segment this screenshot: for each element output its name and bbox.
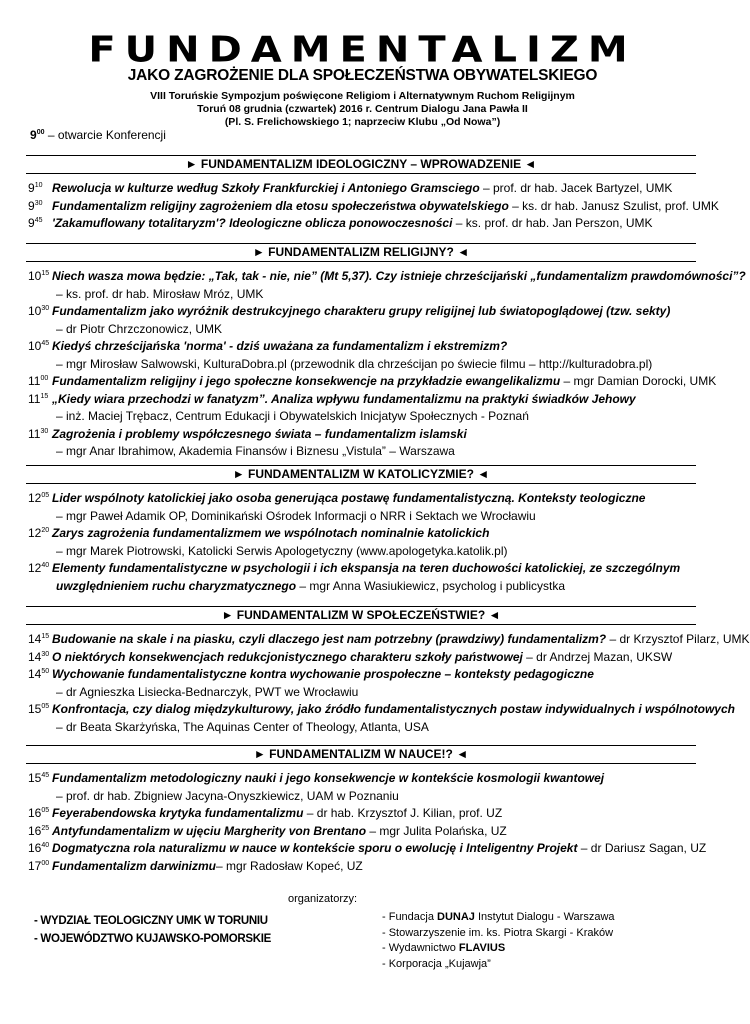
item-title: Fundamentalizm metodologiczny nauki i jego konsekwencje w kontekście kosmologii kwantowej: [52, 771, 605, 785]
item-title: Fundamentalizm religijny zagrożeniem dla etosu społeczeństwa obywatelskiego: [52, 198, 509, 213]
item-hour: 11: [28, 391, 41, 406]
event-info-line: Toruń 08 grudnia (czwartek) 2016 r. Centrum Dialogu Jana Pawła II: [197, 103, 528, 115]
program-section: [26, 745, 707, 875]
program-item: [28, 770, 696, 788]
item-minute: 40: [41, 842, 50, 849]
item-title: Konfrontacja, czy dialog międzykulturowy, jako źródło fundamentalistycznych postaw indywidualnych i wspólnotowych: [52, 702, 735, 716]
program-item: [28, 858, 696, 876]
item-time: [28, 303, 52, 321]
item-speaker: – dr Andrzej Mazan, UKSW: [522, 649, 673, 664]
program-item: [28, 426, 696, 444]
program-item: [28, 303, 696, 321]
item-speaker: – ks. prof. dr hab. Mirosław Mróz, UMK: [56, 286, 264, 301]
item-speaker: – mgr Paweł Adamik OP, Dominikański Ośrodek Informacji o NRR i Sektach we Wrocławiu: [56, 508, 536, 523]
item-hour: 14: [28, 667, 42, 681]
program-item: [28, 805, 696, 823]
program-item: [28, 215, 696, 233]
program-item-continuation: [28, 286, 696, 304]
section-header: ► FUNDAMENTALIZM W SPOŁECZEŃSTWIE? ◄: [26, 606, 696, 625]
item-hour: 12: [28, 526, 42, 540]
program-item-continuation: [28, 684, 696, 702]
section-header: ► FUNDAMENTALIZM IDEOLOGICZNY – WPROWADZENIE ◄: [26, 155, 696, 174]
item-speaker: – mgr Julita Polańska, UZ: [366, 823, 507, 838]
program-section: [26, 465, 696, 595]
item-hour: 11: [28, 426, 41, 441]
item-speaker: – prof. dr hab. Zbigniew Jacyna-Onyszkiewicz, UAM w Poznaniu: [56, 788, 399, 803]
organizer-name: FLAVIUS: [458, 942, 506, 954]
item-speaker: – prof. dr hab. Jacek Bartyzel, UMK: [479, 181, 673, 195]
item-speaker: – dr Piotr Chrzczonowicz, UMK: [56, 321, 223, 336]
program-item-continuation: [28, 321, 696, 339]
organizer-text: Instytut Dialogu - Warszawa: [474, 911, 615, 923]
item-speaker: – dr Krzysztof Pilarz, UMK: [606, 632, 750, 646]
item-title: Wychowanie fundamentalistyczne kontra wychowanie prospołeczne – konteksty pedagogiczne: [52, 667, 594, 681]
section-items: [26, 770, 707, 875]
item-hour: 15: [28, 702, 42, 716]
item-minute: 05: [41, 703, 50, 710]
opening-hour: 9: [30, 128, 37, 142]
program-item: [28, 631, 750, 649]
item-time: [28, 631, 52, 649]
item-time: [28, 391, 52, 409]
item-time: [28, 649, 52, 667]
item-hour: 16: [28, 841, 42, 855]
opening-line: [30, 128, 166, 142]
organizers-label: organizatorzy:: [287, 893, 358, 905]
item-speaker: – mgr Anna Wasiukiewicz, psycholog i publicystka: [296, 578, 566, 593]
item-time: [28, 560, 52, 578]
item-minute: 45: [34, 217, 43, 224]
item-hour: 12: [28, 561, 42, 575]
section-items: [26, 268, 746, 461]
organizer-partner-item: [382, 926, 615, 942]
item-hour: 10: [28, 304, 42, 318]
item-title: Antyfundamentalizm w ujęciu Margherity von Brentano: [52, 823, 367, 838]
item-speaker: – dr Agnieszka Lisiecka-Bednarczyk, PWT we Wrocławiu: [56, 684, 359, 699]
event-info-line: (Pl. S. Frelichowskiego 1; naprzeciw Klubu „Od Nowa”): [224, 116, 501, 128]
program-item: [28, 840, 707, 858]
item-minute: 30: [40, 427, 49, 435]
organizers-partners: [382, 910, 615, 972]
item-hour: 10: [28, 269, 42, 283]
item-hour: 9: [28, 198, 35, 213]
item-minute: 20: [41, 527, 50, 534]
item-time: [28, 490, 52, 508]
organizer-name: DUNAJ: [437, 911, 475, 923]
program-item: [28, 268, 746, 286]
program-item: [28, 560, 696, 578]
item-title: 'Zakamuflowany totalitaryzm'? Ideologiczne oblicza ponowoczesności: [52, 216, 453, 230]
item-minute: 30: [34, 199, 43, 207]
program-item-continuation: [28, 508, 696, 526]
item-hour: 9: [28, 181, 35, 195]
item-speaker: – mgr Radosław Kopeć, UZ: [216, 858, 363, 873]
item-title: Zagrożenia i problemy współczesnego świata – fundamentalizm islamski: [52, 426, 467, 441]
item-time: [28, 666, 52, 684]
program-item: [28, 490, 696, 508]
item-minute: 15: [41, 633, 50, 640]
program-item: [28, 823, 696, 841]
section-header: ► FUNDAMENTALIZM W KATOLICYZMIE? ◄: [26, 465, 696, 484]
item-speaker: – inż. Maciej Trębacz, Centrum Edukacji i Obywatelskich Inicjatyw Społecznych - Poznań: [56, 409, 529, 423]
item-time: [28, 373, 52, 391]
item-minute: 05: [41, 492, 50, 499]
item-speaker: – dr hab. Krzysztof J. Kilian, prof. UZ: [303, 806, 503, 820]
organizer-main-item: - WOJEWÓDZTWO KUJAWSKO-POMORSKIE: [34, 933, 272, 945]
item-speaker: – ks. prof. dr hab. Jan Perszon, UMK: [452, 216, 653, 230]
section-header: ► FUNDAMENTALIZM RELIGIJNY? ◄: [26, 243, 696, 262]
item-title: Dogmatyczna rola naturalizmu w nauce w kontekście sporu o ewolucję i Inteligentny Projekt: [52, 841, 578, 855]
program-item-continuation: [28, 443, 696, 461]
item-speaker: – mgr Damian Dorocki, UMK: [560, 374, 717, 388]
item-title: „Kiedy wiara przechodzi w fanatyzm”. Analiza wpływu fundamentalizmu na praktyki świadków Jehowy: [52, 391, 636, 406]
program-item: [28, 701, 735, 719]
item-title: uwzględnieniem ruchu charyzmatycznego: [56, 578, 297, 593]
item-time: [28, 180, 52, 198]
program-item-continuation: [28, 788, 696, 806]
item-speaker: – dr Dariusz Sagan, UZ: [577, 841, 707, 855]
item-time: [28, 268, 52, 286]
item-time: [28, 701, 52, 719]
organizer-text: - Korporacja „Kujawja”: [382, 957, 491, 970]
item-hour: 16: [28, 806, 42, 820]
section-items: [26, 180, 719, 233]
item-title: Elementy fundamentalistyczne w psychologii i ich ekspansja na teren duchowości katolickiej, ze szczególnym: [52, 561, 681, 575]
item-title: Lider wspólnoty katolickiej jako osoba generująca postawę fundamentalistyczną. Konteksty teologiczne: [52, 491, 646, 505]
section-items: [26, 631, 750, 736]
item-hour: 14: [28, 649, 42, 664]
organizer-text: - Stowarzyszenie im. ks. Piotra Skargi - Kraków: [382, 926, 614, 939]
item-minute: 30: [41, 650, 50, 658]
program-item: [28, 391, 696, 409]
item-hour: 14: [28, 632, 42, 646]
item-title: Feyerabendowska krytyka fundamentalizmu: [52, 806, 304, 820]
program-item-continuation: [28, 356, 696, 374]
item-time: [28, 525, 52, 543]
item-time: [28, 805, 52, 823]
event-info: [0, 90, 725, 129]
item-minute: 05: [41, 807, 50, 814]
item-speaker: – dr Beata Skarżyńska, The Aquinas Center of Theology, Atlanta, USA: [56, 719, 429, 734]
section-items: [26, 490, 696, 595]
item-minute: 50: [41, 668, 50, 675]
item-time: [28, 823, 52, 841]
opening-text: – otwarcie Konferencji: [44, 128, 166, 142]
item-hour: 9: [28, 216, 35, 230]
item-title: Fundamentalizm darwinizmu: [52, 858, 217, 873]
organizer-partner-item: [382, 910, 615, 926]
item-minute: 45: [41, 772, 50, 779]
item-speaker: – mgr Anar Ibrahimow, Akademia Finansów i Biznesu „Vistula” – Warszawa: [56, 444, 455, 458]
program-item: [28, 649, 696, 667]
item-minute: 25: [41, 824, 50, 832]
item-title: Fundamentalizm religijny i jego społeczne konsekwencje na przykładzie ewangelikalizmu: [52, 374, 561, 388]
item-minute: 30: [41, 305, 50, 312]
item-minute: 45: [41, 340, 50, 347]
section-header: ► FUNDAMENTALIZM W NAUCE!? ◄: [26, 745, 696, 764]
item-title: O niektórych konsekwencjach redukcjonistycznego charakteru szkoły państwowej: [52, 649, 523, 664]
organizer-partner-item: [382, 957, 615, 973]
program-item: [28, 198, 719, 216]
program-item-continuation: [28, 408, 696, 426]
program-item-continuation: [28, 578, 696, 596]
item-minute: 15: [41, 270, 50, 277]
item-time: [28, 198, 52, 216]
item-hour: 12: [28, 491, 42, 505]
organizer-partner-item: [382, 941, 615, 957]
item-title: Kiedyś chrześcijańska 'norma' - dziś uważana za fundamentalizm i ekstremizm?: [52, 339, 508, 353]
item-time: [28, 770, 52, 788]
item-speaker: – mgr Mirosław Salwowski, KulturaDobra.pl (przewodnik dla chrześcijan po świecie filmu – http://kulturadobra.pl): [56, 356, 653, 371]
organizer-text: - Wydawnictwo: [382, 942, 459, 954]
item-title: Fundamentalizm jako wyróżnik destrukcyjnego charakteru grupy religijnej lub światopoglądowej (tzw. sekty): [52, 304, 671, 318]
item-hour: 17: [28, 858, 42, 873]
item-speaker: – mgr Marek Piotrowski, Katolicki Serwis Apologetyczny (www.apologetyka.katolik.pl): [56, 543, 508, 558]
item-hour: 16: [28, 823, 42, 838]
item-time: [28, 338, 52, 356]
item-speaker: – ks. dr hab. Janusz Szulist, prof. UMK: [508, 198, 719, 213]
item-time: [28, 858, 52, 876]
program-item: [28, 180, 696, 198]
opening-minute: 00: [36, 129, 45, 136]
item-time: [28, 426, 52, 444]
item-time: [28, 840, 52, 858]
item-title: Niech wasza mowa będzie: „Tak, tak - nie, nie” (Mt 5,37). Czy istnieje chrześcijański „fundamentalizm prawdomówności”?: [52, 269, 746, 283]
item-minute: 15: [40, 392, 49, 400]
program-item-continuation: [28, 719, 696, 737]
item-hour: 15: [28, 771, 42, 785]
organizers-main: [34, 912, 271, 948]
program-section: [26, 243, 746, 461]
item-minute: 00: [40, 375, 49, 382]
program-item: [28, 525, 696, 543]
item-minute: 10: [34, 182, 43, 189]
item-title: Budowanie na skale i na piasku, czyli dlaczego jest nam potrzebny (prawdziwy) fundamentalizm?: [52, 632, 607, 646]
page-title: FUNDAMENTALIZM: [88, 29, 637, 71]
item-time: [28, 215, 52, 233]
event-info-line: VIII Toruńskie Sympozjum poświęcone Religiom i Alternatywnym Ruchom Religijnym: [150, 90, 575, 102]
item-minute: 40: [41, 562, 50, 569]
page-subtitle: JAKO ZAGROŻENIE DLA SPOŁECZEŃSTWA OBYWATELSKIEGO: [127, 67, 598, 84]
item-hour: 11: [28, 374, 41, 388]
organizer-text: - Fundacja: [382, 911, 438, 923]
program-section: [26, 155, 719, 233]
item-continuation: [28, 578, 696, 596]
program-item: [28, 373, 717, 391]
organizer-main-item: - WYDZIAŁ TEOLOGICZNY UMK W TORUNIU: [34, 915, 268, 927]
program-item: [28, 338, 696, 356]
item-title: Zarys zagrożenia fundamentalizmem we wspólnotach nominalnie katolickich: [52, 526, 490, 540]
item-minute: 00: [41, 859, 50, 867]
program-section: [26, 606, 750, 736]
program-item-continuation: [28, 543, 696, 561]
program-item: [28, 666, 696, 684]
item-title: Rewolucja w kulturze według Szkoły Frankfurckiej i Antoniego Gramsciego: [52, 181, 480, 195]
item-hour: 10: [28, 339, 42, 353]
